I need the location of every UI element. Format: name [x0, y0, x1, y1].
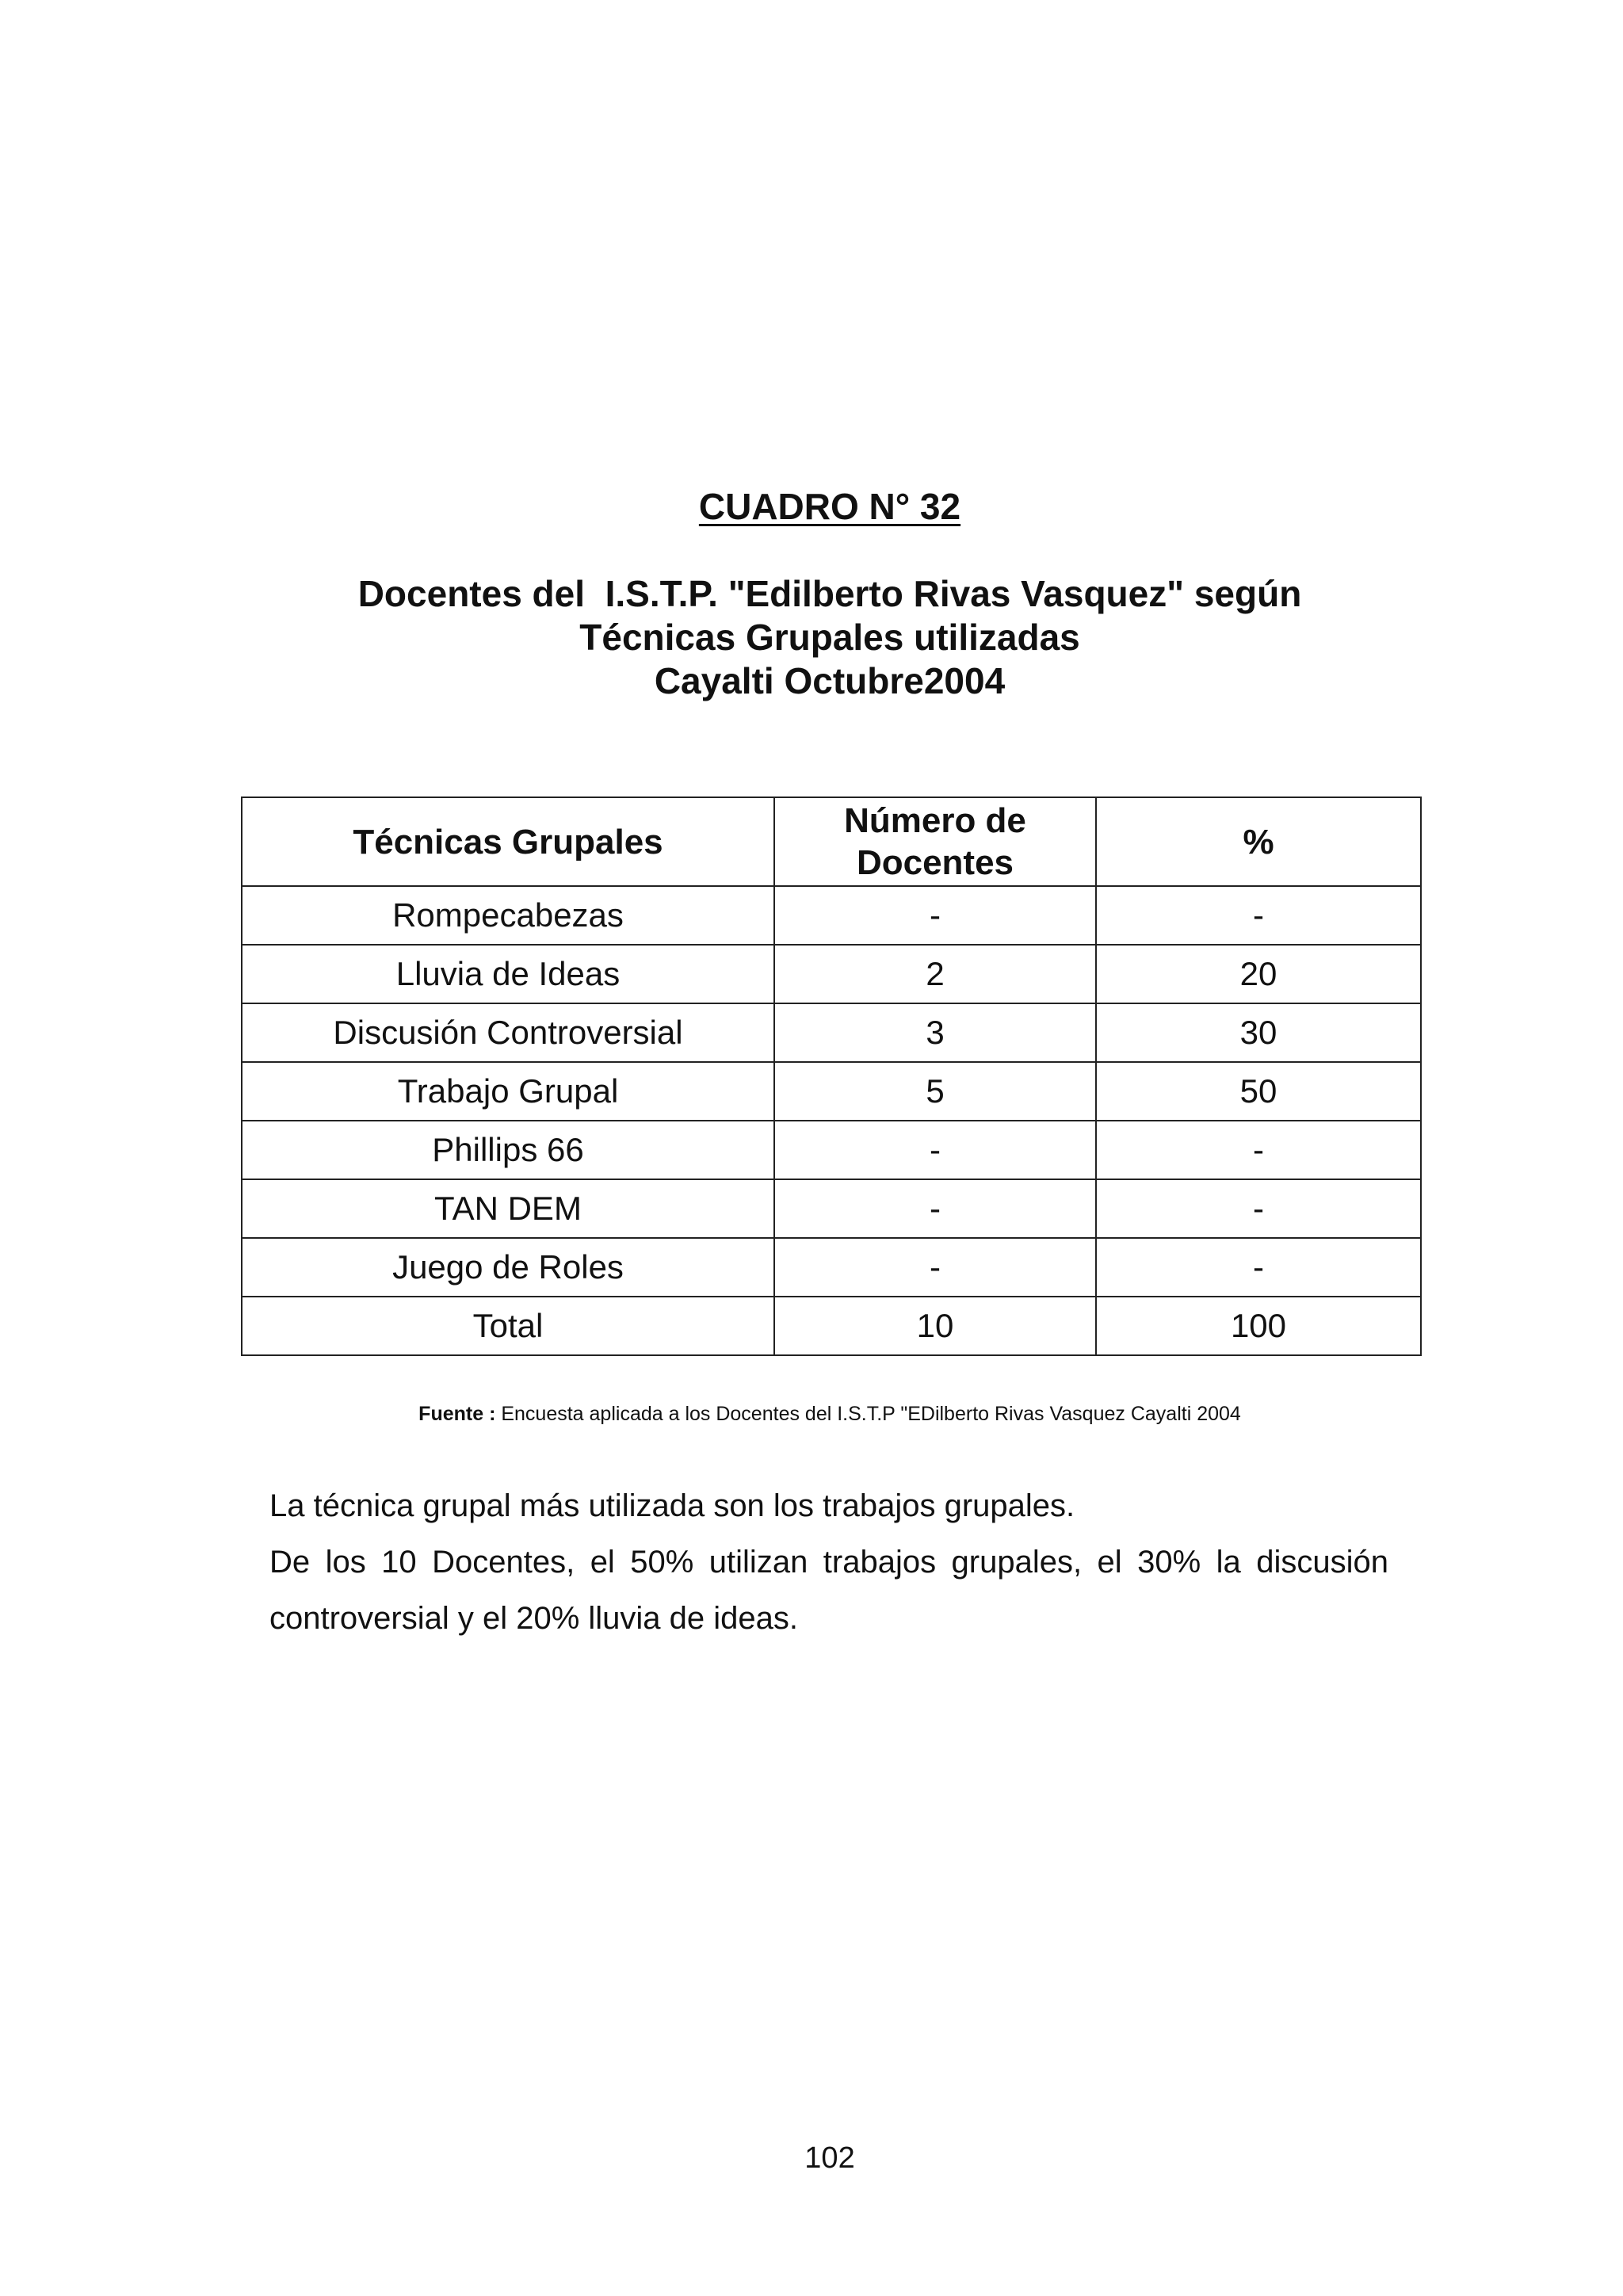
cell-numero: - — [774, 1121, 1096, 1179]
paragraph-2: De los 10 Docentes, el 50% utilizan trabajos grupales, el 30% la discusión controversial y el 20% lluvia de ideas. — [269, 1545, 1388, 1636]
cell-porcentaje: - — [1096, 1121, 1421, 1179]
cell-numero: 3 — [774, 1003, 1096, 1062]
cell-tecnica: TAN DEM — [242, 1179, 774, 1238]
cell-tecnica: Juego de Roles — [242, 1238, 774, 1297]
table-caption — [0, 572, 1623, 703]
cell-numero: 5 — [774, 1062, 1096, 1121]
cell-tecnica: Discusión Controversial — [242, 1003, 774, 1062]
cell-numero: - — [774, 886, 1096, 945]
table-row — [242, 886, 1421, 945]
header-numero-docentes — [774, 797, 1096, 886]
header-tecnicas: Técnicas Grupales — [242, 797, 774, 886]
cell-numero: - — [774, 1179, 1096, 1238]
cell-tecnica: Trabajo Grupal — [242, 1062, 774, 1121]
table-number-title: CUADRO N° 32 — [698, 486, 961, 527]
table-row — [242, 1238, 1421, 1297]
header-numero-line-1: Número de — [844, 801, 1026, 840]
table-row — [242, 1121, 1421, 1179]
cell-porcentaje: 20 — [1096, 945, 1421, 1003]
table-source-note — [0, 1403, 1623, 1426]
table-header-row — [242, 797, 1421, 886]
cell-numero: - — [774, 1238, 1096, 1297]
table-row — [242, 1062, 1421, 1121]
table-row — [242, 1179, 1421, 1238]
header-numero-line-2: Docentes — [856, 843, 1014, 882]
table-row — [242, 945, 1421, 1003]
analysis-text — [269, 1478, 1388, 1647]
page-number: 102 — [804, 2141, 855, 2175]
header-porcentaje: % — [1096, 797, 1421, 886]
source-label: Fuente : — [418, 1403, 496, 1425]
cell-tecnica: Rompecabezas — [242, 886, 774, 945]
techniques-table — [241, 797, 1422, 1356]
cell-numero: 10 — [774, 1297, 1096, 1355]
paragraph-1: La técnica grupal más utilizada son los trabajos grupales. — [269, 1488, 1075, 1523]
cell-porcentaje: 30 — [1096, 1003, 1421, 1062]
cell-numero: 2 — [774, 945, 1096, 1003]
cell-porcentaje: - — [1096, 1179, 1421, 1238]
cell-porcentaje: 50 — [1096, 1062, 1421, 1121]
cell-porcentaje: 100 — [1096, 1297, 1421, 1355]
caption-line-3: Cayalti Octubre2004 — [654, 660, 1006, 701]
cell-porcentaje: - — [1096, 1238, 1421, 1297]
table-total-row — [242, 1297, 1421, 1355]
caption-line-1: Docentes del I.S.T.P. "Edilberto Rivas Vasquez" según — [357, 573, 1302, 614]
cell-tecnica: Total — [242, 1297, 774, 1355]
cell-tecnica: Phillips 66 — [242, 1121, 774, 1179]
cell-porcentaje: - — [1096, 886, 1421, 945]
table-row — [242, 1003, 1421, 1062]
cell-tecnica: Lluvia de Ideas — [242, 945, 774, 1003]
source-text: Encuesta aplicada a los Docentes del I.S.T.P "EDilberto Rivas Vasquez Cayalti 2004 — [501, 1403, 1241, 1425]
caption-line-2: Técnicas Grupales utilizadas — [579, 617, 1080, 658]
